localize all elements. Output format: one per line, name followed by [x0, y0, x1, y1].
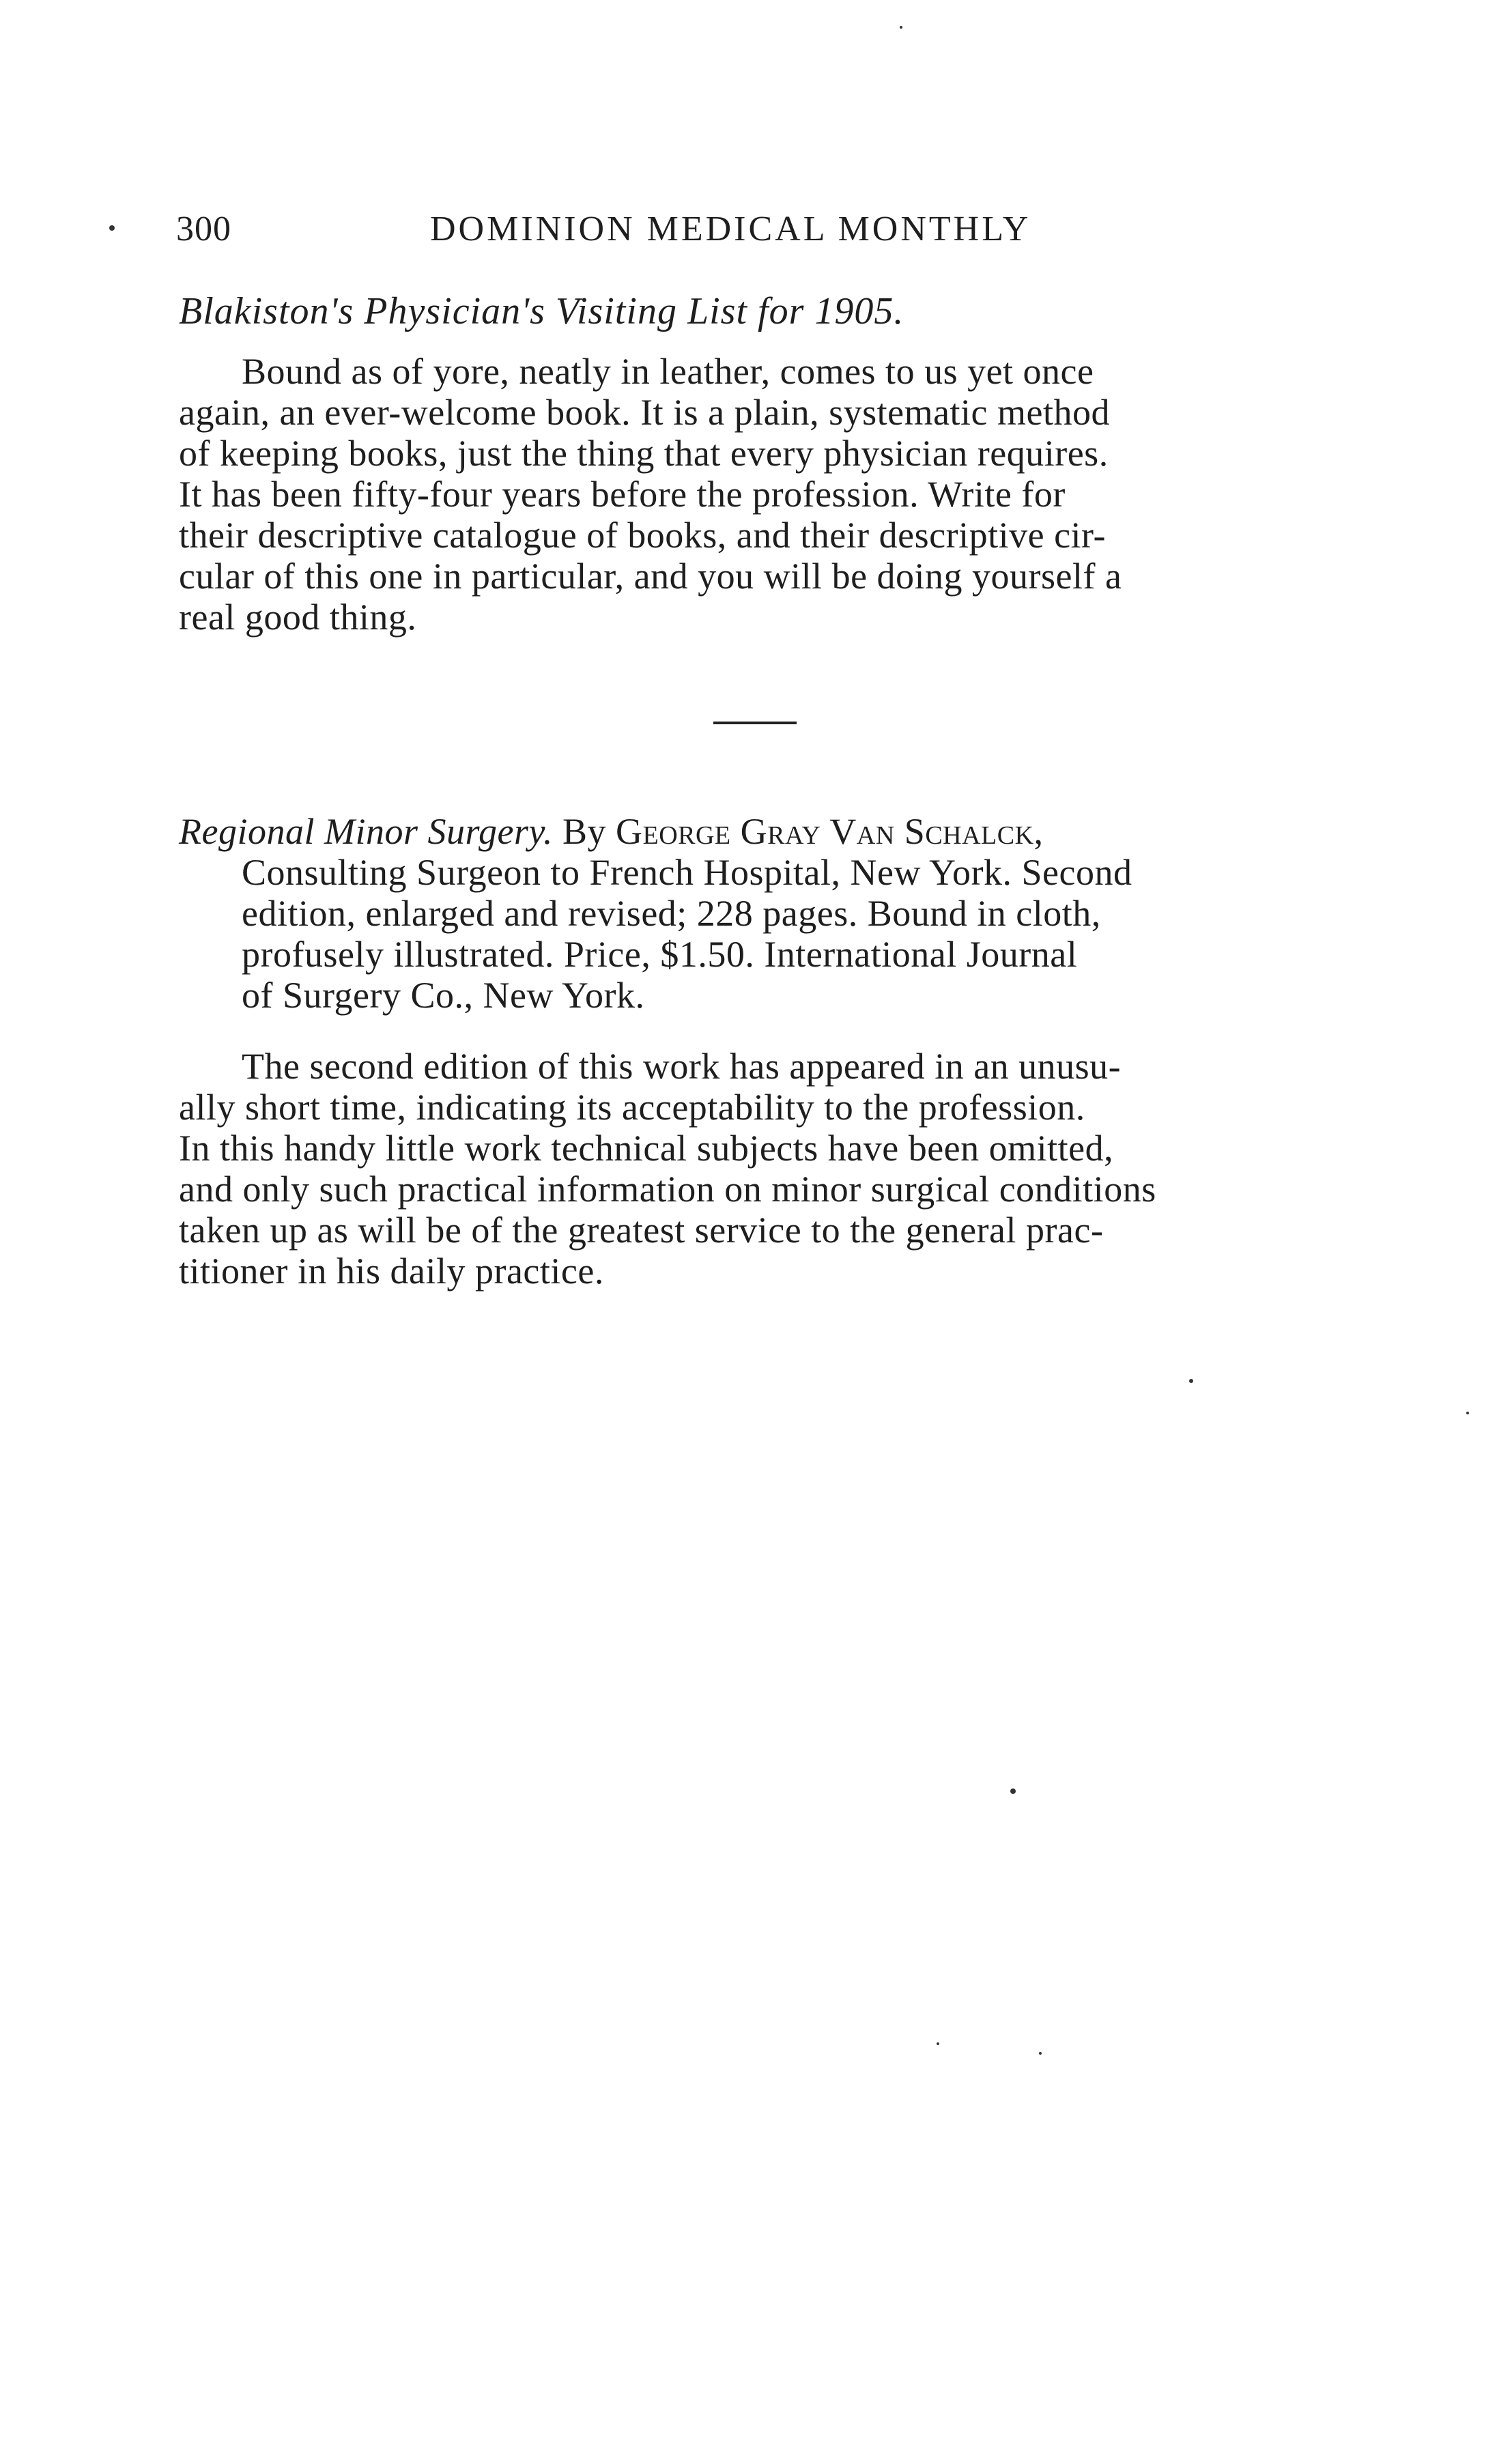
page-header [109, 202, 1338, 257]
text-line: again, an ever-welcome book. It is a plain, systematic method [179, 392, 1110, 433]
text-line: The second edition of this work has appeared in an unusu- [242, 1046, 1122, 1087]
text-line: of keeping books, just the thing that every physician requires. [179, 433, 1109, 474]
book-title: Regional Minor Surgery. [179, 811, 553, 852]
text-line: Consulting Surgeon to French Hospital, New York. Second [242, 852, 1132, 893]
review-body-regional-minor-surgery [179, 1046, 1323, 1292]
text-line: taken up as will be of the greatest service to the general prac- [179, 1210, 1104, 1251]
author-name: George Gray Van Schalck, [615, 811, 1044, 852]
text-line: of Surgery Co., New York. [242, 975, 645, 1016]
scan-speck [937, 2042, 939, 2045]
text-line: It has been fifty-four years before the profession. Write for [179, 474, 1066, 515]
text-line: real good thing. [179, 597, 417, 638]
text-line: titioner in his daily practice. [179, 1251, 604, 1292]
text-line: profusely illustrated. Price, $1.50. International Journal [242, 934, 1078, 975]
text-line: cular of this one in particular, and you will be doing yourself a [179, 556, 1122, 597]
scan-speck [1189, 1379, 1193, 1383]
running-title: DOMINION MEDICAL MONTHLY [430, 210, 1031, 248]
text-line: ally short time, indicating its acceptability to the profession. [179, 1087, 1085, 1128]
text-line: their descriptive catalogue of books, and their descriptive cir- [179, 515, 1106, 556]
margin-dot [109, 225, 115, 231]
text-line: and only such practical information on minor surgical conditions [179, 1169, 1156, 1210]
scan-speck [1039, 2052, 1042, 2055]
scan-speck [1466, 1412, 1469, 1414]
citation-first-line [179, 811, 1323, 852]
review-body-blakiston [179, 351, 1323, 638]
text-line: In this handy little work technical subjects have been omitted, [179, 1128, 1114, 1169]
text-line: Bound as of yore, neatly in leather, comes to us yet once [242, 351, 1094, 392]
scan-speck [900, 26, 902, 29]
scan-speck [1010, 1788, 1016, 1794]
page-number: 300 [176, 210, 231, 248]
by-label: By [552, 811, 616, 852]
review-title-blakiston: Blakiston's Physician's Visiting List for 1905. [179, 290, 904, 332]
section-divider [713, 722, 797, 724]
text-line: edition, enlarged and revised; 228 pages. Bound in cloth, [242, 893, 1101, 934]
review-citation-regional-minor-surgery [179, 811, 1323, 1016]
